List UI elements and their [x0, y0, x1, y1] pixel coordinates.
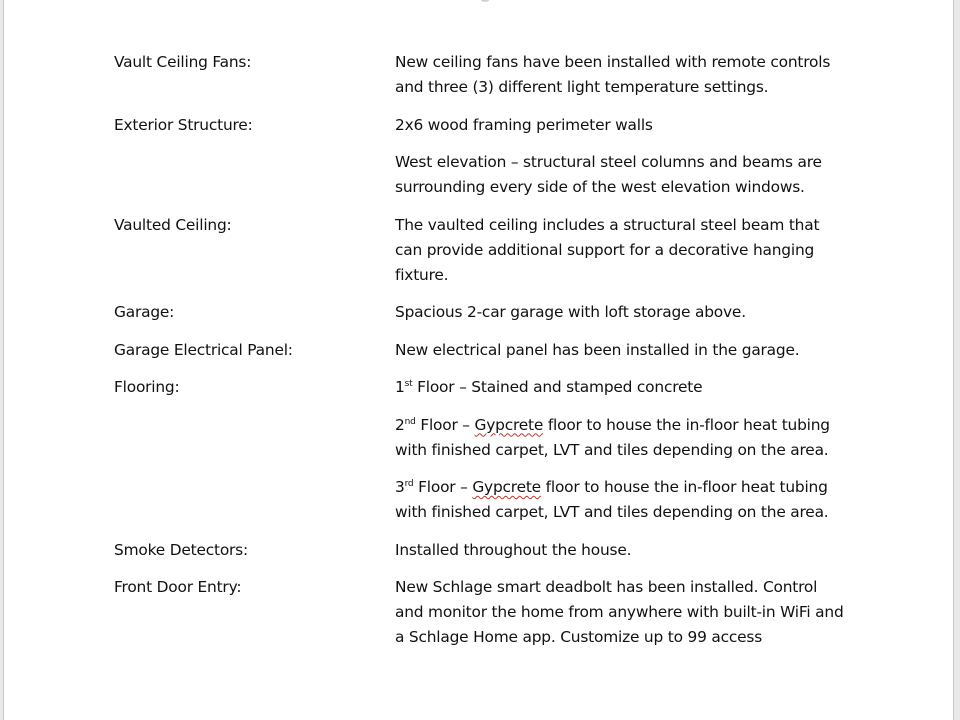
floor-3-text: [395, 475, 847, 525]
spellcheck-flagged-word[interactable]: Gypcrete: [472, 478, 541, 496]
spec-row-vaulted-ceiling: [114, 213, 874, 301]
spec-values: [395, 50, 847, 113]
spec-label: Garage:: [114, 303, 175, 321]
floor-number: 1: [395, 378, 405, 396]
spec-list: [114, 50, 874, 663]
floor-ordinal-suffix: rd: [404, 479, 414, 489]
floor-number: 3: [395, 478, 405, 496]
spec-label: Front Door Entry:: [114, 578, 242, 596]
spec-label: Garage Electrical Panel:: [114, 340, 293, 359]
spec-values: [395, 300, 847, 338]
spec-row-vault-ceiling-fans: [114, 50, 874, 113]
spec-label: Vault Ceiling Fans:: [114, 53, 252, 71]
spellcheck-flagged-word[interactable]: Gypcrete: [474, 415, 544, 434]
floor-description: floor to house the in-floor heat tubing with finished carpet, LVT and tiles depending on the area.: [395, 415, 830, 459]
spec-values: [395, 575, 847, 663]
spec-row-garage: [114, 300, 874, 338]
spec-label: Vaulted Ceiling:: [114, 215, 232, 234]
spec-row-smoke-detectors: [114, 538, 874, 576]
spec-text: Installed throughout the house.: [395, 540, 632, 559]
spec-row-garage-electrical-panel: [114, 338, 874, 376]
floor-number: 2: [395, 415, 405, 434]
spec-text: New electrical panel has been installed in the garage.: [395, 340, 800, 359]
spec-values: [395, 213, 847, 301]
page-top-artifact: [480, 0, 490, 2]
spec-text: Spacious 2-car garage with loft storage above.: [395, 303, 746, 321]
spec-label: Smoke Detectors:: [114, 540, 248, 559]
document-page: [3, 0, 954, 720]
spec-values: [395, 338, 847, 376]
floor-prefix: Floor –: [412, 378, 472, 396]
spec-text: New ceiling fans have been installed with remote controls and three (3) different light temperature settings.: [395, 53, 831, 96]
spec-label: Exterior Structure:: [114, 115, 253, 134]
spec-row-exterior-structure: [114, 113, 874, 213]
spec-text: New Schlage smart deadbolt has been installed. Control and monitor the home from anywhere with built-in WiFi and a Schlage Home app. Customize up to 99 access: [395, 578, 844, 646]
floor-ordinal-suffix: st: [404, 379, 413, 389]
spec-values: [395, 375, 847, 538]
spec-text: The vaulted ceiling includes a structural steel beam that can provide additional support for a decorative hanging fixture.: [395, 215, 820, 284]
floor-description: floor to house the in-floor heat tubing with finished carpet, LVT and tiles depending on the area.: [395, 478, 829, 521]
floor-ordinal-suffix: nd: [404, 416, 416, 427]
spec-values: [395, 538, 847, 576]
spec-label: Flooring:: [114, 378, 180, 396]
spec-text: West elevation – structural steel columns and beams are surrounding every side of the west elevation windows.: [395, 153, 822, 196]
floor-description: Stained and stamped concrete: [471, 378, 703, 396]
floor-1-text: [395, 375, 847, 400]
spec-values: [395, 113, 847, 213]
spec-row-front-door-entry: [114, 575, 874, 663]
floor-prefix: Floor –: [415, 415, 475, 434]
spec-row-flooring: [114, 375, 874, 538]
floor-2-text: [395, 413, 847, 463]
spec-text: 2x6 wood framing perimeter walls: [395, 115, 653, 134]
floor-prefix: Floor –: [413, 478, 473, 496]
